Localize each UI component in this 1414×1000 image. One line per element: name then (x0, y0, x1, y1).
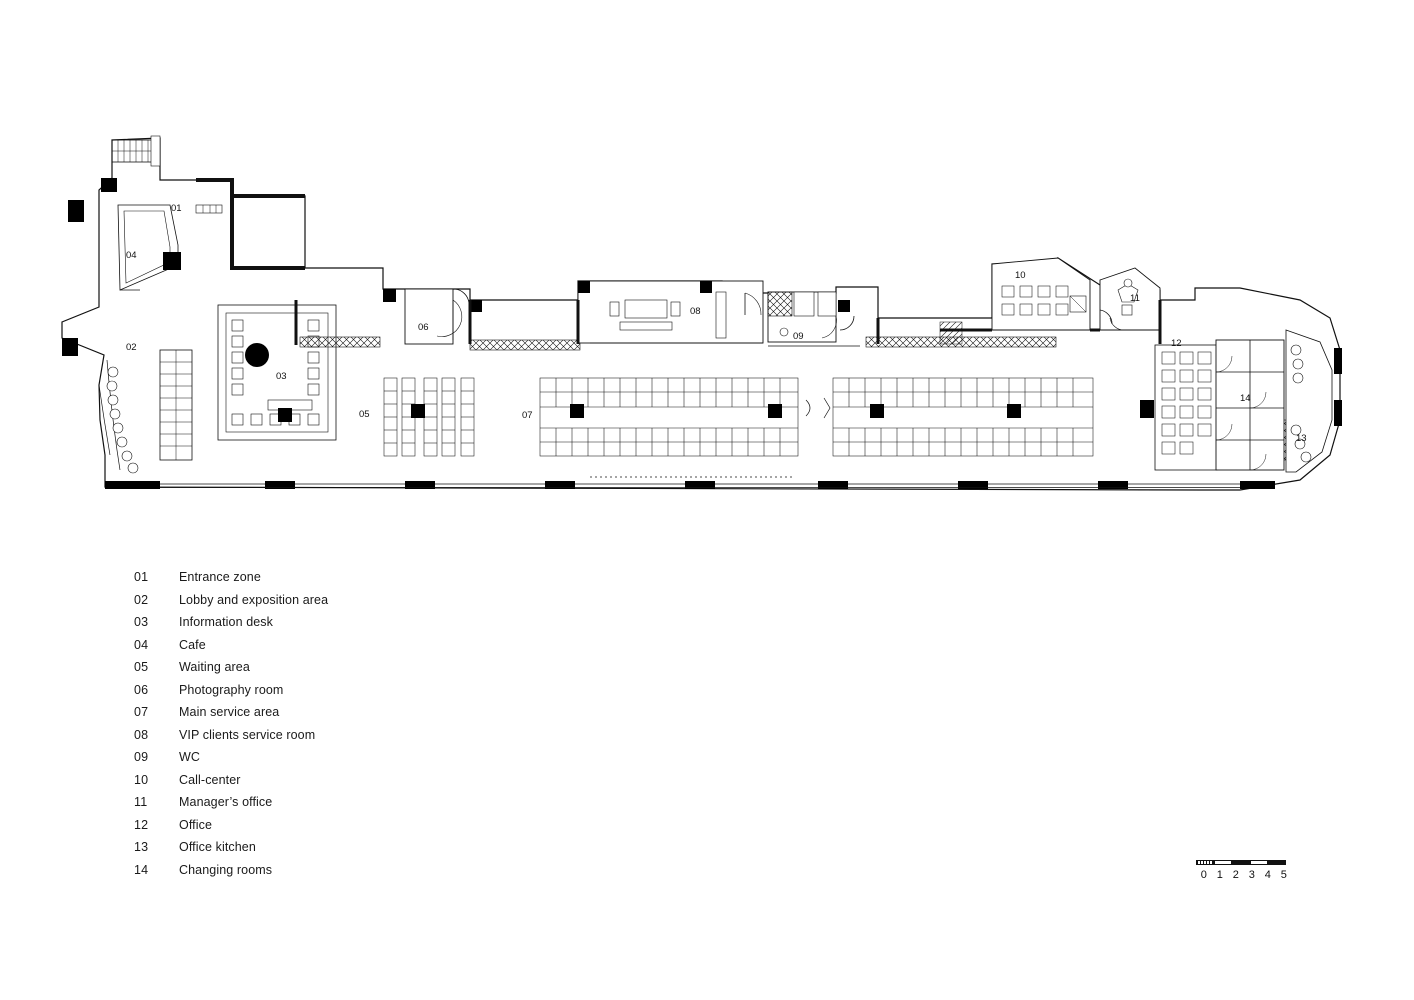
office-12 (1155, 345, 1217, 470)
information-desk-03 (218, 300, 336, 440)
legend-item (134, 769, 654, 792)
legend-item (134, 701, 654, 724)
legend-number: 10 (134, 772, 149, 787)
scale-tick: 3 (1248, 869, 1256, 881)
legend-number: 11 (134, 795, 148, 809)
plan-label-09: 09 (793, 331, 804, 342)
scale-tick: 2 (1232, 869, 1240, 881)
scale-segment (1214, 860, 1232, 865)
legend-label: Lobby and exposition area (179, 592, 329, 607)
changing-rooms-14 (1216, 340, 1284, 470)
legend-label: Call-center (179, 772, 241, 787)
legend-number: 06 (134, 682, 149, 697)
legend-label: Information desk (179, 615, 274, 629)
legend-item (134, 791, 654, 814)
plan-label-05: 05 (359, 409, 370, 420)
scale-segment (1250, 860, 1268, 865)
plan-label-12: 12 (1171, 338, 1182, 349)
legend-number: 03 (134, 615, 149, 629)
legend-number: 04 (134, 637, 149, 652)
legend-number: 14 (134, 862, 149, 877)
legend-item (134, 724, 654, 747)
legend-label: Manager’s office (179, 795, 273, 809)
legend-label: Cafe (179, 637, 206, 652)
legend-number: 01 (134, 570, 149, 584)
legend-item (134, 589, 654, 612)
legend-item (134, 814, 654, 837)
plan-label-11: 11 (1130, 293, 1140, 304)
plan-label-03: 03 (276, 371, 287, 382)
legend-number: 08 (134, 727, 149, 742)
legend-label: Main service area (179, 705, 280, 719)
legend-item (134, 836, 654, 859)
scale-segment (1232, 860, 1250, 865)
legend-item (134, 656, 654, 679)
scale-bar (1196, 860, 1292, 881)
scale-tick: 0 (1200, 869, 1208, 881)
legend-item (134, 634, 654, 657)
scale-segment (1268, 860, 1286, 865)
legend-item (134, 746, 654, 769)
plan-outline (62, 136, 1342, 490)
legend-label: WC (179, 750, 201, 764)
scale-bar-graphic (1196, 860, 1286, 868)
plan-label-08: 08 (690, 306, 701, 317)
legend-item (134, 679, 654, 702)
legend-item (134, 611, 654, 634)
legend-label: Waiting area (179, 660, 250, 674)
scale-segment-hatched (1196, 860, 1214, 865)
shaft-hatch (940, 322, 962, 344)
scale-tick: 4 (1264, 869, 1272, 881)
plan-label-07: 07 (522, 410, 533, 421)
legend-number: 02 (134, 592, 149, 607)
legend-label: Changing rooms (179, 862, 273, 877)
plan-label-13: 13 (1296, 433, 1307, 444)
legend-number: 07 (134, 705, 149, 719)
legend-label: Entrance zone (179, 570, 261, 584)
plan-label-10: 10 (1015, 270, 1026, 281)
plan-label-04: 04 (126, 250, 137, 261)
legend-number: 09 (134, 750, 149, 764)
legend (134, 566, 654, 881)
plan-label-06: 06 (418, 322, 429, 333)
legend-item (134, 566, 654, 589)
scale-tick: 5 (1280, 869, 1288, 881)
legend-number: 13 (134, 840, 149, 854)
plan-label-01: 01 (171, 203, 182, 214)
legend-label: Office (179, 817, 213, 832)
vip-service-room-08 (578, 281, 763, 343)
legend-item (134, 859, 654, 882)
scale-tick: 1 (1216, 869, 1224, 881)
legend-number: 12 (134, 817, 149, 832)
legend-label: Photography room (179, 682, 284, 697)
plan-label-14: 14 (1240, 393, 1251, 404)
main-service-area-07 (540, 378, 1154, 456)
legend-number: 05 (134, 660, 149, 674)
legend-label: VIP clients service room (179, 727, 316, 742)
plan-label-02: 02 (126, 342, 137, 353)
scale-bar-labels (1196, 869, 1292, 881)
legend-label: Office kitchen (179, 840, 256, 854)
